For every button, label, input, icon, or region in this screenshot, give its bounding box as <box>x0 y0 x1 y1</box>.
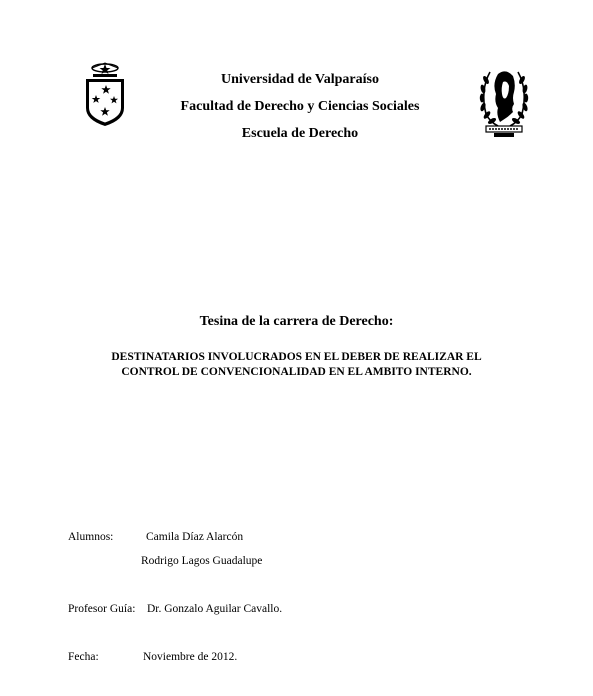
advisor-block <box>68 603 368 619</box>
date-block <box>68 651 368 667</box>
faculty-seal-icon <box>476 64 532 138</box>
students-label: Alumnos: <box>68 531 114 543</box>
thesis-title-line-1: DESTINATARIOS INVOLUCRADOS EN EL DEBER DE REALIZAR EL <box>111 351 482 363</box>
student-name-1: Camila Díaz Alarcón <box>146 531 244 543</box>
thesis-title-line-2: CONTROL DE CONVENCIONALIDAD EN EL AMBITO INTERNO. <box>121 366 472 378</box>
thesis-title <box>60 350 533 380</box>
advisor-name: Dr. Gonzalo Aguilar Cavallo. <box>147 603 283 615</box>
university-shield-icon <box>82 62 128 128</box>
advisor-label: Profesor Guía: <box>68 603 136 615</box>
date-value: Noviembre de 2012. <box>143 651 238 663</box>
faculty-name: Facultad de Derecho y Ciencias Sociales <box>180 99 420 114</box>
institution-header <box>150 66 450 147</box>
school-name: Escuela de Derecho <box>241 126 359 141</box>
students-block <box>68 531 368 571</box>
date-label: Fecha: <box>68 651 99 663</box>
student-name-2: Rodrigo Lagos Guadalupe <box>141 555 263 567</box>
university-name: Universidad de Valparaíso <box>221 72 379 87</box>
thesis-label: Tesina de la carrera de Derecho: <box>199 314 394 329</box>
